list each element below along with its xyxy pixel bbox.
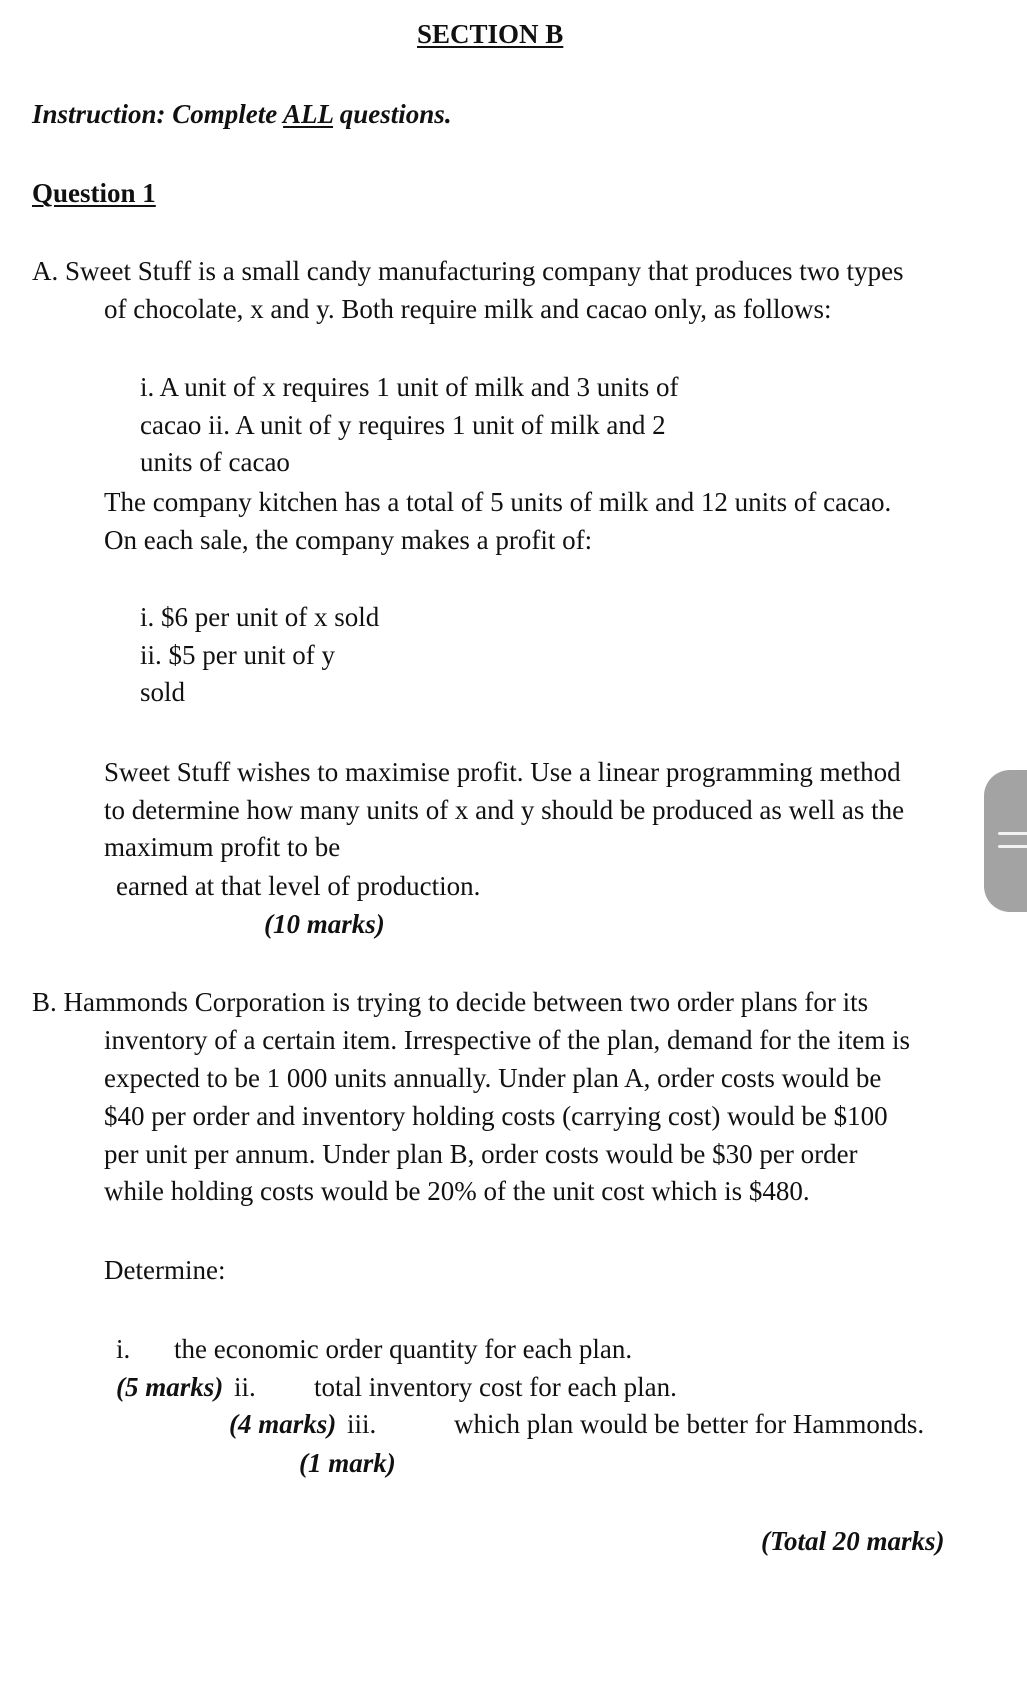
profit-line-3: sold xyxy=(140,677,186,707)
requirement-line-3: units of cacao xyxy=(140,447,290,477)
instruction xyxy=(32,98,452,130)
item-iii-number: iii. xyxy=(347,1409,377,1439)
task-line-4: earned at that level of production. xyxy=(116,871,481,901)
item-iii-text: which plan would be better for Hammonds. xyxy=(454,1409,925,1439)
instruction-prefix: Instruction: Complete xyxy=(32,99,284,129)
scroll-handle[interactable] xyxy=(984,770,1027,912)
task-line-3: maximum profit to be xyxy=(104,832,341,862)
total-marks: (Total 20 marks) xyxy=(761,1526,945,1556)
part-a-intro-line-1: A. Sweet Stuff is a small candy manufacturing company that produces two types xyxy=(32,256,904,286)
item-i-number: i. xyxy=(116,1334,131,1364)
part-b-line-1: B. Hammonds Corporation is trying to decide between two order plans for its xyxy=(32,987,869,1017)
question-heading: Question 1 xyxy=(32,178,156,208)
item-ii-marks: (4 marks) xyxy=(229,1409,337,1439)
grip-line-icon xyxy=(998,832,1027,835)
grip-line-icon xyxy=(998,845,1027,848)
task-line-2: to determine how many units of x and y should be produced as well as the xyxy=(104,795,905,825)
part-b-line-5: per unit per annum. Under plan B, order costs would be $30 per order xyxy=(104,1139,858,1169)
part-b-line-4: $40 per order and inventory holding costs (carrying cost) would be $100 xyxy=(104,1101,888,1131)
part-a-intro-line-2: of chocolate, x and y. Both require milk and cacao only, as follows: xyxy=(104,294,832,324)
part-b-line-3: expected to be 1 000 units annually. Under plan A, order costs would be xyxy=(104,1063,882,1093)
section-title: SECTION B xyxy=(417,19,564,49)
instruction-suffix: questions. xyxy=(333,99,452,129)
requirement-line-2: cacao ii. A unit of y requires 1 unit of milk and 2 xyxy=(140,410,666,440)
item-i-text: the economic order quantity for each plan. xyxy=(174,1334,633,1364)
item-i-marks: (5 marks) xyxy=(116,1372,224,1402)
part-b-line-2: inventory of a certain item. Irrespective of the plan, demand for the item is xyxy=(104,1025,910,1055)
determine-label: Determine: xyxy=(104,1255,226,1285)
profit-line-2: ii. $5 per unit of y xyxy=(140,640,335,670)
item-ii-number: ii. xyxy=(234,1372,256,1402)
item-iii-marks: (1 mark) xyxy=(299,1448,396,1478)
part-a-marks: (10 marks) xyxy=(264,909,385,939)
task-line-1: Sweet Stuff wishes to maximise profit. Use a linear programming method xyxy=(104,757,901,787)
requirement-line-1: i. A unit of x requires 1 unit of milk and 3 units of xyxy=(140,372,679,402)
kitchen-line-2: On each sale, the company makes a profit of: xyxy=(104,525,593,555)
item-ii-text: total inventory cost for each plan. xyxy=(314,1372,677,1402)
profit-line-1: i. $6 per unit of x sold xyxy=(140,602,380,632)
instruction-emphasis: ALL xyxy=(283,99,334,129)
kitchen-line-1: The company kitchen has a total of 5 units of milk and 12 units of cacao. xyxy=(104,487,892,517)
part-b-line-6: while holding costs would be 20% of the unit cost which is $480. xyxy=(104,1176,810,1206)
